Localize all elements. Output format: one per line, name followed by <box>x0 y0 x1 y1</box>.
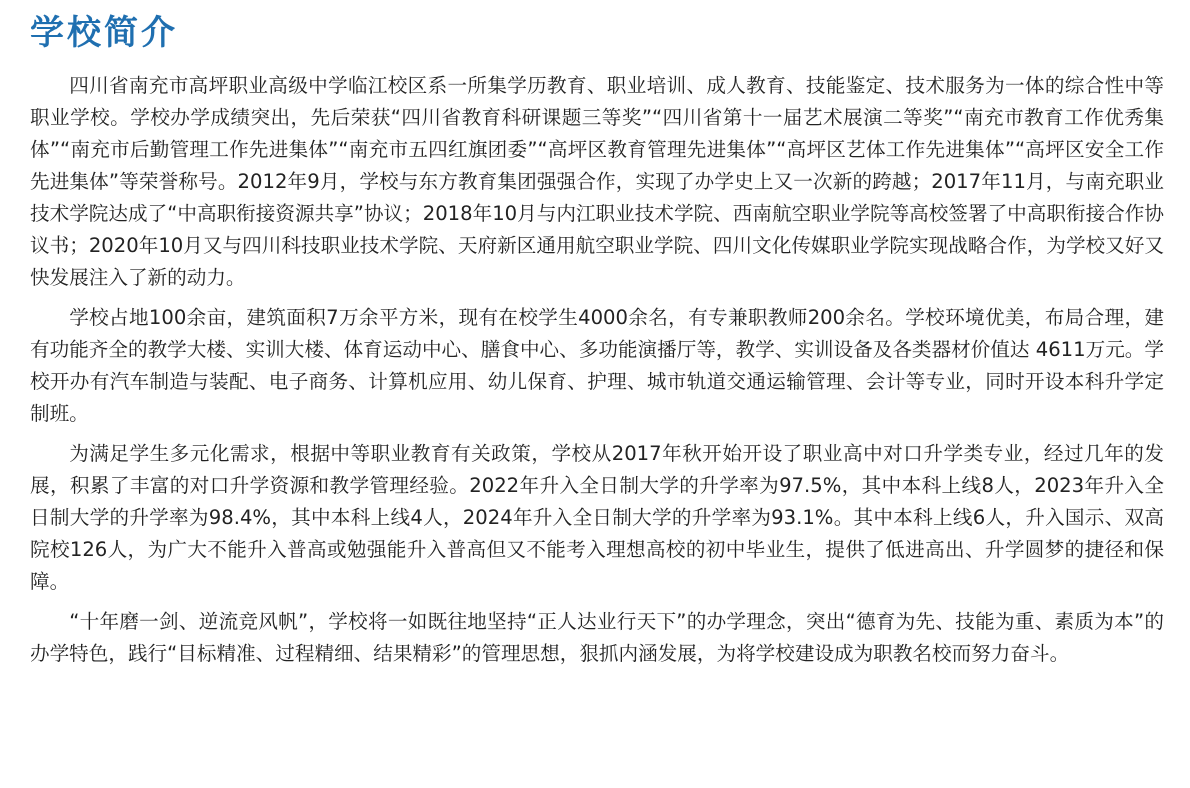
page-title: 学校简介 <box>30 13 178 53</box>
paragraph-admission: 为满足学生多元化需求，根据中等职业教育有关政策，学校从2017年秋开始开设了职业高中对口升学类专业，经过几年的发展，积累了丰富的对口升学资源和教学管理经验。2022年升入全日制大学的升学率为97.5%，其中本科上线8人，2023年升入全日制大学的升学率为98.4%，其中本科上线4人，2024年升入全日制大学的升学率为93.1%。其中本科上线6人，升入国示、双高院校126人，为广大不能升入普高或勉强能升入普高但又不能考入理想高校的初中毕业生，提供了低进高出、升学圆梦的捷径和保障。 <box>30 442 1164 593</box>
paragraph-campus: 学校占地100余亩，建筑面积7万余平方米，现有在校学生4000余名，有专兼职教师200余名。学校环境优美，布局合理，建有功能齐全的教学大楼、实训大楼、体育运动中心、膳食中心、多功能演播厅等，教学、实训设备及各类器材价值达 4611万元。学校开办有汽车制造与装配、电子商务、计算机应用、幼儿保育、护理、城市轨道交通运输管理、会计等专业，同时开设本科升学定制班。 <box>30 306 1164 425</box>
paragraph-history: 四川省南充市高坪职业高级中学临江校区系一所集学历教育、职业培训、成人教育、技能鉴定、技术服务为一体的综合性中等职业学校。学校办学成绩突出，先后荣获“四川省教育科研课题三等奖”“四川省第十一届艺术展演二等奖”“南充市教育工作优秀集体”“南充市后勤管理工作先进集体”“南充市五四红旗团委”“高坪区教育管理先进集体”“高坪区艺体工作先进集体”“高坪区安全工作先进集体”等荣誉称号。2012年9月，学校与东方教育集团强强合作，实现了办学史上又一次新的跨越；2017年11月，与南充职业技术学院达成了“中高职衔接资源共享”协议；2018年10月与内江职业技术学院、西南航空职业学院等高校签署了中高职衔接合作协议书；2020年10月又与四川科技职业技术学院、天府新区通用航空职业学院、四川文化传媒职业学院实现战略合作，为学校又好又快发展注入了新的动力。 <box>30 74 1164 289</box>
paragraph-philosophy: “十年磨一剑、逆流竞风帆”，学校将一如既往地坚持“正人达业行天下”的办学理念，突出“德育为先、技能为重、素质为本”的办学特色，践行“目标精准、过程精细、结果精彩”的管理思想，狠抓内涵发展，为将学校建设成为职教名校而努力奋斗。 <box>30 610 1164 665</box>
